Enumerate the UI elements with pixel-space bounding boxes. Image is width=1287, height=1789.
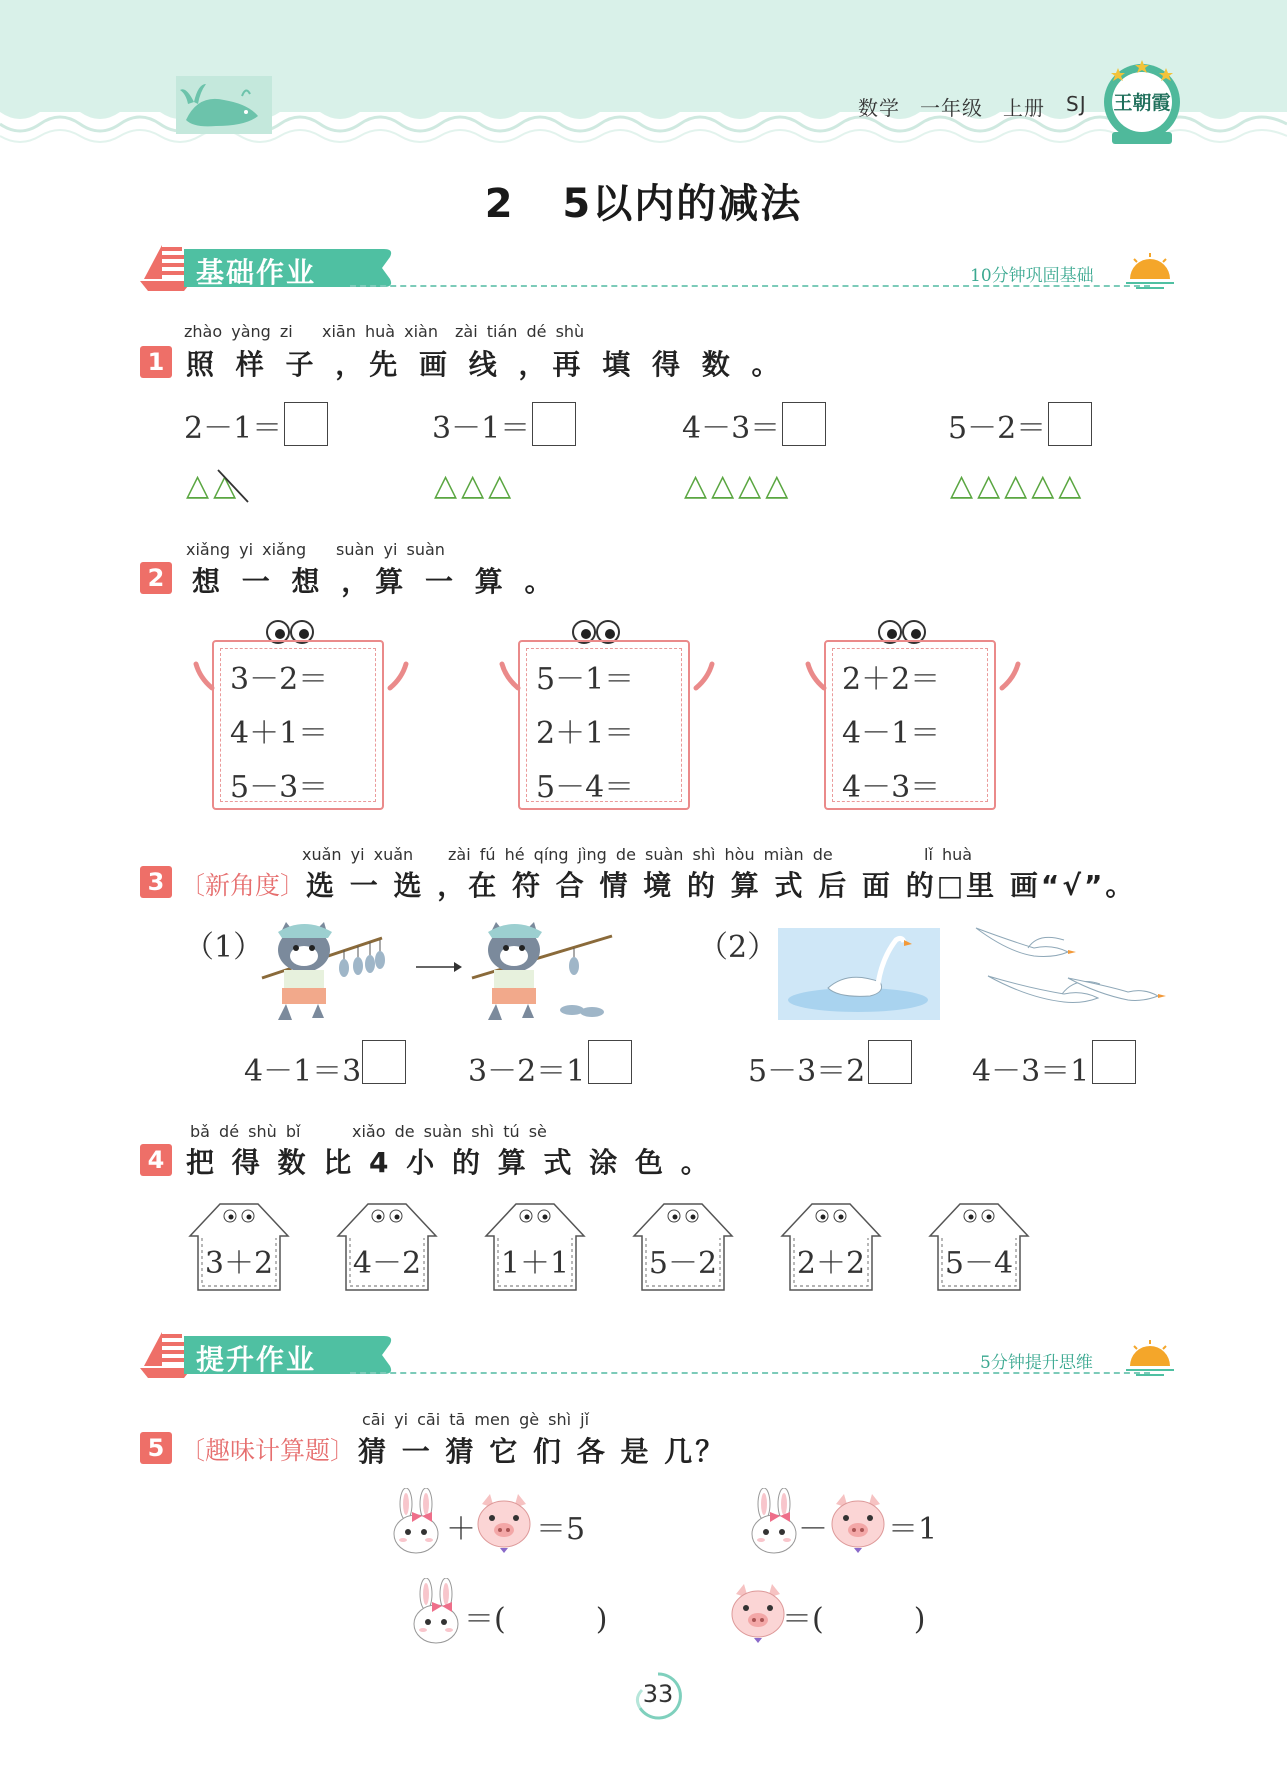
- cat-with-fish-illustration: [252, 918, 412, 1026]
- q2-card2-eq2: 2＋1＝: [536, 716, 635, 751]
- q2-pinyin-1: xiǎng yi xiǎng: [186, 540, 307, 559]
- q5-eq1-operator: ＋: [446, 1512, 476, 1547]
- pig-icon: [826, 1490, 890, 1554]
- q2-card-3: [804, 618, 1024, 814]
- section-advanced-header: [140, 1330, 1175, 1390]
- q2-card2-eq3: 5－4＝: [536, 770, 635, 805]
- q4-house-expr: 5－4: [944, 1246, 1014, 1281]
- q2-card-frame: [518, 640, 690, 810]
- q4-house-2[interactable]: [328, 1196, 446, 1296]
- q3-check-box-4[interactable]: [1092, 1040, 1136, 1084]
- q2-card-1: [192, 618, 412, 814]
- q2-card-2: [498, 618, 718, 814]
- q5-eq2-result: ＝1: [888, 1512, 938, 1547]
- q5-eq1-result: ＝5: [536, 1512, 586, 1547]
- section-advanced-note: 5分钟提升思维: [980, 1353, 1093, 1373]
- q4-house-expr: 1＋1: [500, 1246, 570, 1281]
- q2-number-badge: 2: [140, 562, 172, 594]
- q3-check-box-3[interactable]: [868, 1040, 912, 1084]
- q1-expr-3: 4－3＝: [682, 411, 781, 446]
- q1-pinyin-1: zhào yàng zi: [184, 322, 293, 341]
- q5-number-badge: 5: [140, 1432, 172, 1464]
- q3-option-4: 4－3＝1: [972, 1054, 1090, 1089]
- q4-house-6[interactable]: [920, 1196, 1038, 1296]
- q4-house-3[interactable]: [476, 1196, 594, 1296]
- q3-number-badge: 3: [140, 866, 172, 898]
- q3-instruction: 选 一 选 ，在 符 合 情 境 的 算 式 后 面 的□里 画“√”。: [306, 869, 1137, 902]
- q4-house-expr: 5－2: [648, 1246, 718, 1281]
- q3-check-box-2[interactable]: [588, 1040, 632, 1084]
- q4-house-4[interactable]: [624, 1196, 742, 1296]
- sunset-icon: [1124, 251, 1176, 291]
- section-basic-label: 基础作业: [196, 256, 317, 289]
- q1-triangles-3: △△△△: [684, 468, 793, 503]
- q2-card3-eq2: 4－1＝: [842, 716, 941, 751]
- cross-out-stroke: [214, 468, 254, 506]
- q4-pinyin-2: xiǎo de suàn shì tú sè: [352, 1122, 547, 1141]
- q4-pinyin-1: bǎ dé shù bǐ: [190, 1122, 301, 1141]
- q3-pinyin-2: zài fú hé qíng jìng de suàn shì hòu miàn de: [448, 845, 833, 864]
- page-title: 2 5以内的减法: [484, 181, 803, 227]
- q4-house-expr: 3＋2: [204, 1246, 274, 1281]
- q1-expr-4: 5－2＝: [948, 411, 1047, 446]
- q5-pinyin-1: cāi yi cāi tā men gè shì jǐ: [362, 1410, 590, 1429]
- q4-house-expr: 2＋2: [796, 1246, 866, 1281]
- q1-triangles-1: △△: [186, 468, 241, 503]
- q5-eq2-operator: －: [798, 1512, 828, 1547]
- sunset-icon: [1124, 1338, 1176, 1378]
- q5-instruction: 猜 一 猜 它 们 各 是 几？: [358, 1435, 727, 1468]
- q5-tag: 〔趣味计算题〕: [180, 1436, 356, 1465]
- brand-logo: [1100, 58, 1184, 148]
- q1-expr-1: 2－1＝: [184, 411, 283, 446]
- whale-icon: [176, 76, 272, 134]
- q2-card3-eq1: 2＋2＝: [842, 662, 941, 697]
- q3-part2-label: （2）: [698, 930, 778, 965]
- q4-house-5[interactable]: [772, 1196, 890, 1296]
- q1-pinyin-3: zài tián dé shù: [455, 322, 585, 341]
- q1-triangles-2: △△△: [434, 468, 516, 503]
- section-basic-note: 10分钟巩固基础: [970, 266, 1094, 286]
- pig-icon: [726, 1580, 790, 1644]
- flying-swans-illustration: [968, 918, 1168, 1020]
- q3-tag: 〔新角度〕: [180, 871, 306, 900]
- logo-text: 王朝霞: [1113, 92, 1171, 114]
- swan-on-water-illustration: [778, 928, 940, 1020]
- pig-icon: [472, 1490, 536, 1554]
- q1-answer-box-3[interactable]: [782, 402, 826, 446]
- q1-pinyin-2: xiān huà xiàn: [322, 322, 438, 341]
- q3-pinyin-3: lǐ huà: [924, 845, 973, 864]
- q2-pinyin-2: suàn yi suàn: [336, 540, 445, 559]
- arrow-right-icon: [416, 960, 462, 974]
- q2-card-frame: [212, 640, 384, 810]
- rabbit-icon: [746, 1488, 804, 1556]
- q2-card3-eq3: 4－3＝: [842, 770, 941, 805]
- rabbit-icon: [408, 1578, 466, 1646]
- section-basic-header: [140, 243, 1175, 303]
- q2-card2-eq1: 5－1＝: [536, 662, 635, 697]
- cat-with-fish-illustration: [462, 918, 622, 1026]
- q2-instruction: 想 一 想 ，算 一 算 。: [192, 565, 559, 598]
- header-grade: 一年级: [920, 96, 983, 120]
- q1-number-badge: 1: [140, 346, 172, 378]
- header-volume: 上册: [1003, 96, 1045, 120]
- q4-house-1[interactable]: [180, 1196, 298, 1296]
- q3-check-box-1[interactable]: [362, 1040, 406, 1084]
- rabbit-icon: [388, 1488, 446, 1556]
- q3-option-1: 4－1＝3: [244, 1054, 362, 1089]
- q1-expr-2: 3－1＝: [432, 411, 531, 446]
- page-number: 33: [642, 1680, 674, 1708]
- header-subject: 数学: [858, 96, 900, 120]
- section-advanced-label: 提升作业: [196, 1343, 317, 1376]
- q4-instruction: 把 得 数 比 4 小 的 算 式 涂 色 。: [186, 1146, 713, 1179]
- q2-card1-eq2: 4＋1＝: [230, 716, 329, 751]
- q2-card-frame: [824, 640, 996, 810]
- q3-option-3: 5－3＝2: [748, 1054, 866, 1089]
- q1-answer-box-4[interactable]: [1048, 402, 1092, 446]
- q1-triangles-4: △△△△△: [950, 468, 1086, 503]
- q1-answer-box-1[interactable]: [284, 402, 328, 446]
- header-edition: SJ: [1066, 92, 1087, 116]
- q3-option-2: 3－2＝1: [468, 1054, 586, 1089]
- q1-answer-box-2[interactable]: [532, 402, 576, 446]
- q2-card1-eq3: 5－3＝: [230, 770, 329, 805]
- q5-answer-pig[interactable]: ＝( ): [782, 1602, 926, 1637]
- q5-answer-rabbit[interactable]: ＝( ): [464, 1602, 608, 1637]
- q4-number-badge: 4: [140, 1144, 172, 1176]
- q2-card1-eq1: 3－2＝: [230, 662, 329, 697]
- q3-part1-label: （1）: [184, 930, 264, 965]
- q1-instruction: 照 样 子 ，先 画 线 ，再 填 得 数 。: [186, 348, 786, 381]
- q3-pinyin-1: xuǎn yi xuǎn: [302, 845, 414, 864]
- q4-house-expr: 4－2: [352, 1246, 422, 1281]
